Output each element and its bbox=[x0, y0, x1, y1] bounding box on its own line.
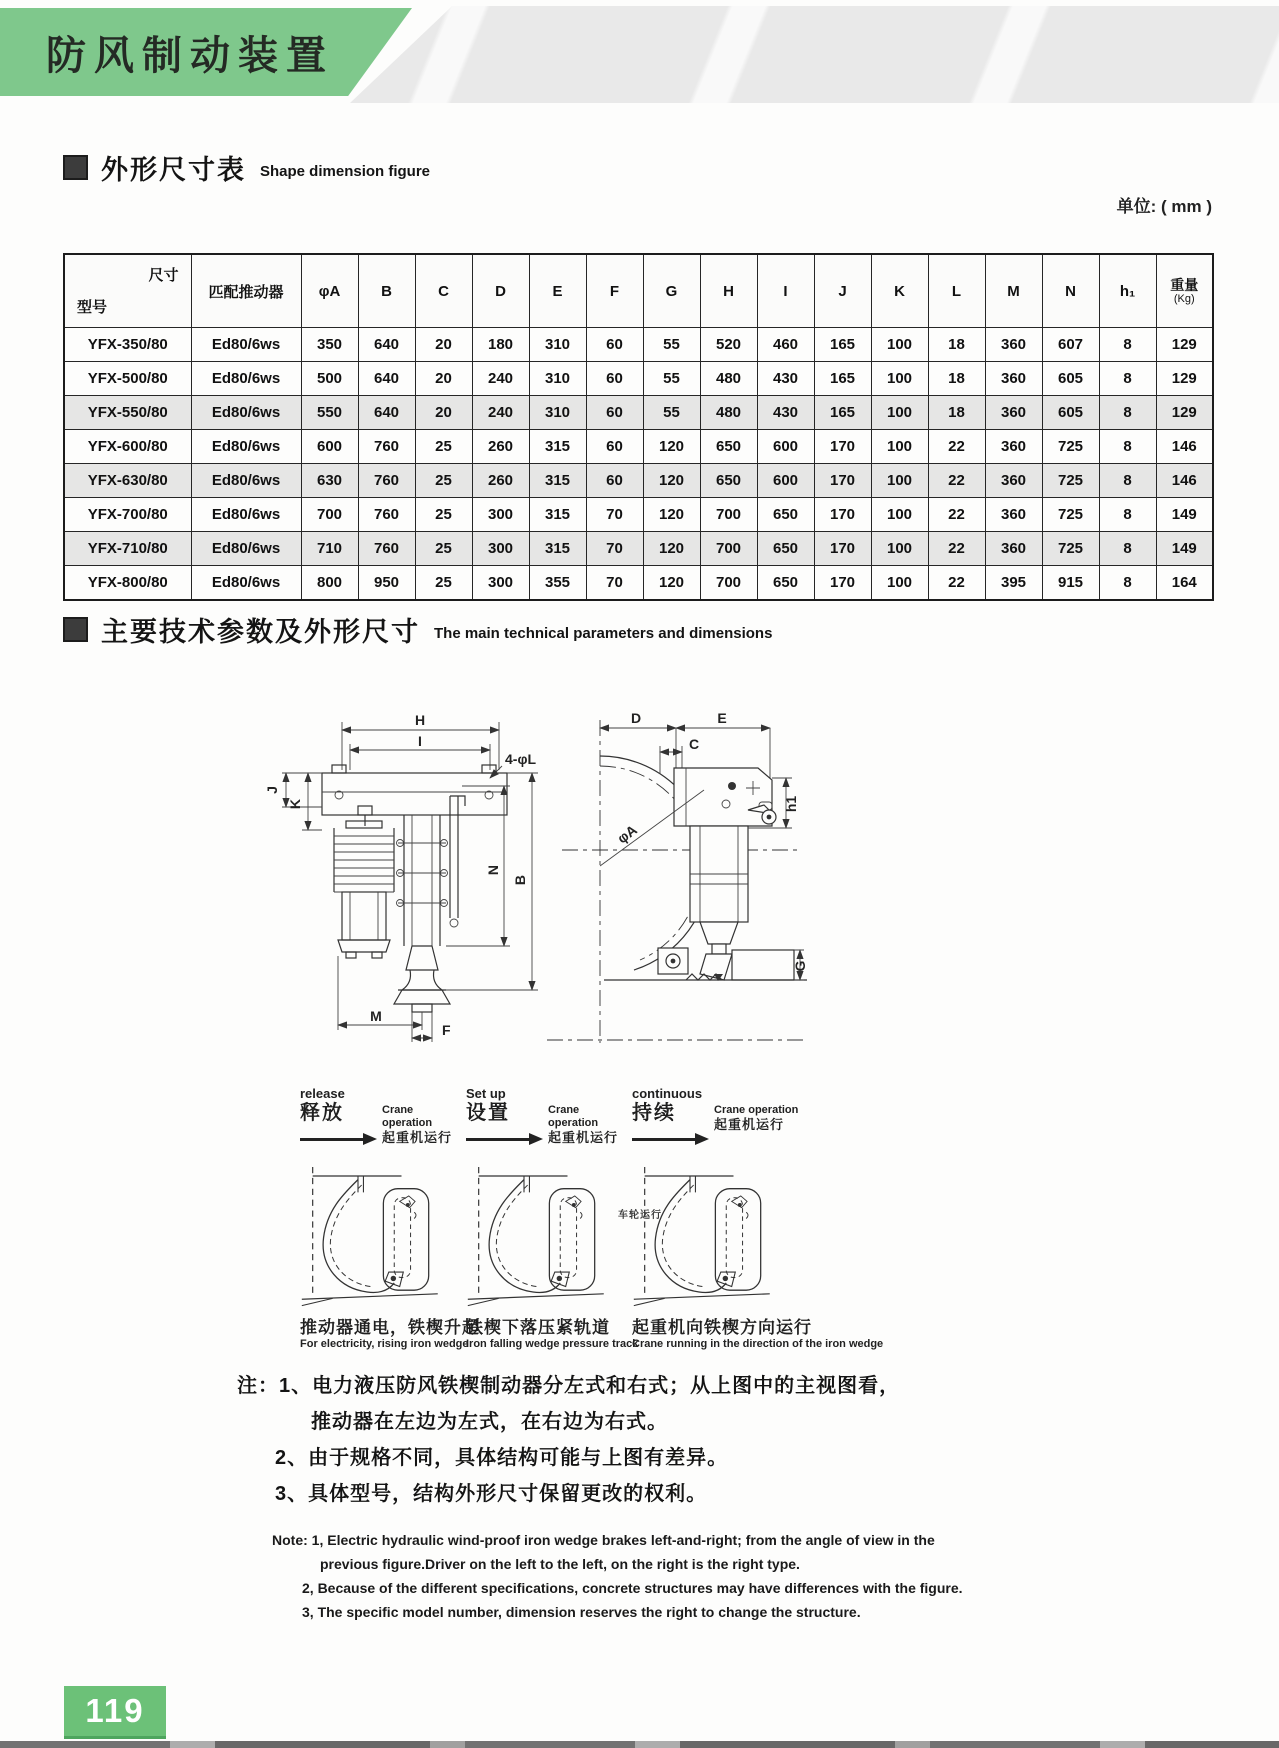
value-cell: 129 bbox=[1156, 362, 1213, 396]
value-cell: 725 bbox=[1042, 532, 1099, 566]
value-cell: 22 bbox=[928, 532, 985, 566]
thruster-cell: Ed80/6ws bbox=[191, 532, 301, 566]
corner-header-cell bbox=[64, 254, 191, 328]
page-header-band bbox=[0, 6, 1279, 106]
value-cell: 725 bbox=[1042, 464, 1099, 498]
value-cell: 260 bbox=[472, 430, 529, 464]
value-cell: 164 bbox=[1156, 566, 1213, 601]
header-gray-stripe bbox=[350, 6, 1279, 103]
model-cell: YFX-350/80 bbox=[64, 328, 191, 362]
state-diagram-release bbox=[300, 1086, 480, 1350]
value-cell: 360 bbox=[985, 498, 1042, 532]
table-row bbox=[64, 464, 1213, 498]
value-cell: 55 bbox=[643, 362, 700, 396]
operation-states bbox=[300, 1086, 884, 1350]
value-cell: 725 bbox=[1042, 430, 1099, 464]
model-cell: YFX-700/80 bbox=[64, 498, 191, 532]
section2-title-zh: 主要技术参数及外形尺寸 bbox=[101, 617, 420, 647]
value-cell: 350 bbox=[301, 328, 358, 362]
value-cell: 20 bbox=[415, 396, 472, 430]
value-cell: 460 bbox=[757, 328, 814, 362]
thruster-cell: Ed80/6ws bbox=[191, 362, 301, 396]
value-cell: 149 bbox=[1156, 498, 1213, 532]
value-cell: 8 bbox=[1099, 362, 1156, 396]
thruster-cell: Ed80/6ws bbox=[191, 498, 301, 532]
note-line: previous figure.Driver on the left to the left, on the right is the right type. bbox=[320, 1556, 800, 1572]
crane-operation-label bbox=[382, 1104, 460, 1145]
crane-label-zh: 起重机运行 bbox=[548, 1130, 619, 1145]
state-label-en: continuous bbox=[632, 1086, 703, 1101]
value-cell: 100 bbox=[871, 396, 928, 430]
value-cell: 600 bbox=[301, 430, 358, 464]
dim-label-h1: h1 bbox=[783, 795, 799, 813]
dim-label-N: N bbox=[485, 864, 501, 876]
value-cell: 700 bbox=[700, 532, 757, 566]
table-row bbox=[64, 566, 1213, 601]
table-row bbox=[64, 498, 1213, 532]
value-cell: 100 bbox=[871, 362, 928, 396]
value-cell: 170 bbox=[814, 498, 871, 532]
value-cell: 165 bbox=[814, 396, 871, 430]
value-cell: 520 bbox=[700, 328, 757, 362]
direction-arrow-icon bbox=[300, 1138, 364, 1141]
dim-header-cell: B bbox=[358, 254, 415, 328]
value-cell: 310 bbox=[529, 362, 586, 396]
value-cell: 355 bbox=[529, 566, 586, 601]
weight-label-unit: (Kg) bbox=[1173, 292, 1195, 305]
state-label-en: Set up bbox=[466, 1086, 506, 1101]
value-cell: 605 bbox=[1042, 362, 1099, 396]
value-cell: 8 bbox=[1099, 328, 1156, 362]
value-cell: 100 bbox=[871, 532, 928, 566]
corner-label-size: 尺寸 bbox=[148, 267, 179, 284]
value-cell: 120 bbox=[643, 532, 700, 566]
value-cell: 8 bbox=[1099, 532, 1156, 566]
value-cell: 60 bbox=[586, 396, 643, 430]
value-cell: 315 bbox=[529, 464, 586, 498]
value-cell: 170 bbox=[814, 532, 871, 566]
note-line: 3、具体型号，结构外形尺寸保留更改的权利。 bbox=[275, 1483, 708, 1505]
value-cell: 129 bbox=[1156, 396, 1213, 430]
section2-title-en: The main technical parameters and dimensions bbox=[434, 625, 773, 642]
value-cell: 120 bbox=[643, 566, 700, 601]
unit-label: 单位: ( mm ) bbox=[1116, 197, 1212, 216]
dim-label-E: E bbox=[717, 710, 727, 726]
value-cell: 607 bbox=[1042, 328, 1099, 362]
crane-label-zh: 起重机运行 bbox=[714, 1117, 785, 1132]
model-cell: YFX-550/80 bbox=[64, 396, 191, 430]
value-cell: 605 bbox=[1042, 396, 1099, 430]
value-cell: 300 bbox=[472, 532, 529, 566]
value-cell: 25 bbox=[415, 464, 472, 498]
value-cell: 310 bbox=[529, 328, 586, 362]
value-cell: 315 bbox=[529, 498, 586, 532]
value-cell: 360 bbox=[985, 464, 1042, 498]
thruster-cell: Ed80/6ws bbox=[191, 430, 301, 464]
value-cell: 950 bbox=[358, 566, 415, 601]
value-cell: 550 bbox=[301, 396, 358, 430]
dim-header-cell: N bbox=[1042, 254, 1099, 328]
value-cell: 360 bbox=[985, 328, 1042, 362]
value-cell: 25 bbox=[415, 430, 472, 464]
weight-header-cell bbox=[1156, 254, 1213, 328]
value-cell: 8 bbox=[1099, 498, 1156, 532]
value-cell: 170 bbox=[814, 464, 871, 498]
value-cell: 120 bbox=[643, 498, 700, 532]
value-cell: 315 bbox=[529, 532, 586, 566]
value-cell: 170 bbox=[814, 430, 871, 464]
crane-label-en: Crane operation bbox=[714, 1104, 799, 1116]
state-caption-zh: 推动器通电，铁楔升起 bbox=[300, 1318, 480, 1337]
note-line: 推动器在左边为左式，在右边为右式。 bbox=[311, 1411, 668, 1433]
note-line: 注：1、电力液压防风铁楔制动器分左式和右式；从上图中的主视图看， bbox=[237, 1375, 901, 1397]
technical-drawing bbox=[262, 678, 807, 1068]
value-cell: 600 bbox=[757, 464, 814, 498]
value-cell: 650 bbox=[700, 430, 757, 464]
value-cell: 18 bbox=[928, 362, 985, 396]
value-cell: 120 bbox=[643, 464, 700, 498]
value-cell: 25 bbox=[415, 566, 472, 601]
dim-label-phiA: φA bbox=[614, 821, 640, 847]
state-caption-en: Iron falling wedge pressure track bbox=[466, 1338, 639, 1350]
value-cell: 710 bbox=[301, 532, 358, 566]
value-cell: 360 bbox=[985, 396, 1042, 430]
dim-header-cell: C bbox=[415, 254, 472, 328]
state-diagram-setup bbox=[466, 1086, 639, 1350]
value-cell: 149 bbox=[1156, 532, 1213, 566]
crane-operation-label bbox=[714, 1104, 798, 1132]
value-cell: 650 bbox=[757, 532, 814, 566]
value-cell: 55 bbox=[643, 328, 700, 362]
thruster-cell: Ed80/6ws bbox=[191, 328, 301, 362]
state-label-zh: 设置 bbox=[466, 1102, 510, 1124]
crane-operation-label bbox=[548, 1104, 626, 1145]
value-cell: 60 bbox=[586, 328, 643, 362]
table-row bbox=[64, 396, 1213, 430]
thruster-header-cell: 匹配推动器 bbox=[191, 254, 301, 328]
dim-header-cell: E bbox=[529, 254, 586, 328]
value-cell: 60 bbox=[586, 464, 643, 498]
dim-label-bolt: 4-φL bbox=[505, 751, 537, 767]
dim-label-G: G bbox=[792, 960, 808, 972]
page-number-badge: 119 bbox=[64, 1686, 166, 1739]
value-cell: 120 bbox=[643, 430, 700, 464]
state-label-zh: 持续 bbox=[632, 1102, 676, 1124]
section1-title-zh: 外形尺寸表 bbox=[101, 155, 246, 185]
state-label-en: release bbox=[300, 1086, 345, 1101]
dim-header-cell: H bbox=[700, 254, 757, 328]
direction-arrow-icon bbox=[466, 1138, 530, 1141]
state-caption-en: For electricity, rising iron wedge bbox=[300, 1338, 469, 1350]
value-cell: 800 bbox=[301, 566, 358, 601]
section-square-icon bbox=[63, 617, 88, 642]
table-row bbox=[64, 532, 1213, 566]
page-title: 防风制动装置 bbox=[46, 34, 334, 78]
state-label-zh: 释放 bbox=[300, 1102, 344, 1124]
section-square-icon bbox=[63, 155, 88, 180]
value-cell: 300 bbox=[472, 498, 529, 532]
value-cell: 315 bbox=[529, 430, 586, 464]
value-cell: 430 bbox=[757, 396, 814, 430]
value-cell: 8 bbox=[1099, 464, 1156, 498]
value-cell: 650 bbox=[700, 464, 757, 498]
note-line: 2、由于规格不同，具体结构可能与上图有差异。 bbox=[275, 1447, 729, 1469]
value-cell: 360 bbox=[985, 430, 1042, 464]
table-row bbox=[64, 328, 1213, 362]
dim-label-D: D bbox=[630, 710, 642, 726]
value-cell: 22 bbox=[928, 566, 985, 601]
state-caption-zh: 铁楔下落压紧轨道 bbox=[466, 1318, 610, 1337]
corner-label-model: 型号 bbox=[77, 299, 108, 316]
dim-label-B: B bbox=[512, 874, 528, 886]
value-cell: 700 bbox=[301, 498, 358, 532]
value-cell: 700 bbox=[700, 498, 757, 532]
thruster-cell: Ed80/6ws bbox=[191, 396, 301, 430]
table-header-row bbox=[64, 254, 1213, 328]
value-cell: 165 bbox=[814, 328, 871, 362]
notes-english bbox=[272, 1528, 963, 1624]
value-cell: 760 bbox=[358, 532, 415, 566]
value-cell: 725 bbox=[1042, 498, 1099, 532]
dim-label-H: H bbox=[414, 712, 426, 728]
dim-label-I: I bbox=[418, 733, 422, 749]
dim-label-M: M bbox=[370, 1008, 382, 1024]
note-line: Note: 1, Electric hydraulic wind-proof iron wedge brakes left-and-right; from the angle of view in the bbox=[272, 1532, 935, 1548]
value-cell: 25 bbox=[415, 498, 472, 532]
value-cell: 25 bbox=[415, 532, 472, 566]
dim-header-cell: I bbox=[757, 254, 814, 328]
thruster-cell: Ed80/6ws bbox=[191, 464, 301, 498]
value-cell: 100 bbox=[871, 328, 928, 362]
value-cell: 760 bbox=[358, 430, 415, 464]
value-cell: 170 bbox=[814, 566, 871, 601]
value-cell: 180 bbox=[472, 328, 529, 362]
value-cell: 480 bbox=[700, 362, 757, 396]
dim-header-cell: K bbox=[871, 254, 928, 328]
value-cell: 18 bbox=[928, 396, 985, 430]
dim-header-cell: M bbox=[985, 254, 1042, 328]
dim-header-cell: L bbox=[928, 254, 985, 328]
value-cell: 600 bbox=[757, 430, 814, 464]
value-cell: 18 bbox=[928, 328, 985, 362]
value-cell: 55 bbox=[643, 396, 700, 430]
value-cell: 915 bbox=[1042, 566, 1099, 601]
value-cell: 8 bbox=[1099, 396, 1156, 430]
value-cell: 760 bbox=[358, 498, 415, 532]
model-cell: YFX-600/80 bbox=[64, 430, 191, 464]
value-cell: 70 bbox=[586, 566, 643, 601]
value-cell: 500 bbox=[301, 362, 358, 396]
value-cell: 22 bbox=[928, 430, 985, 464]
dim-label-C: C bbox=[689, 736, 700, 752]
value-cell: 480 bbox=[700, 396, 757, 430]
value-cell: 60 bbox=[586, 430, 643, 464]
page-bottom-edge bbox=[0, 1741, 1279, 1748]
value-cell: 640 bbox=[358, 396, 415, 430]
model-cell: YFX-710/80 bbox=[64, 532, 191, 566]
value-cell: 760 bbox=[358, 464, 415, 498]
value-cell: 700 bbox=[700, 566, 757, 601]
value-cell: 100 bbox=[871, 430, 928, 464]
state-figure bbox=[466, 1159, 611, 1309]
value-cell: 70 bbox=[586, 532, 643, 566]
dim-header-cell: φA bbox=[301, 254, 358, 328]
value-cell: 430 bbox=[757, 362, 814, 396]
value-cell: 20 bbox=[415, 362, 472, 396]
value-cell: 240 bbox=[472, 362, 529, 396]
table-row bbox=[64, 362, 1213, 396]
model-cell: YFX-800/80 bbox=[64, 566, 191, 601]
dim-header-cell: J bbox=[814, 254, 871, 328]
value-cell: 100 bbox=[871, 464, 928, 498]
value-cell: 260 bbox=[472, 464, 529, 498]
note-line: 3, The specific model number, dimension reserves the right to change the structure. bbox=[302, 1604, 861, 1620]
value-cell: 22 bbox=[928, 464, 985, 498]
value-cell: 146 bbox=[1156, 464, 1213, 498]
dim-label-K: K bbox=[287, 798, 303, 810]
thruster-cell: Ed80/6ws bbox=[191, 566, 301, 601]
value-cell: 60 bbox=[586, 362, 643, 396]
section1-title bbox=[63, 148, 430, 187]
value-cell: 146 bbox=[1156, 430, 1213, 464]
note-line: 2, Because of the different specifications, concrete structures may have differences with the figure. bbox=[302, 1580, 963, 1596]
value-cell: 300 bbox=[472, 566, 529, 601]
value-cell: 650 bbox=[757, 566, 814, 601]
dim-header-cell: h₁ bbox=[1099, 254, 1156, 328]
dimension-table bbox=[63, 253, 1214, 601]
model-cell: YFX-630/80 bbox=[64, 464, 191, 498]
dim-label-F: F bbox=[442, 1022, 451, 1038]
state-caption-en: Crane running in the direction of the iron wedge bbox=[632, 1338, 884, 1350]
weight-label-zh: 重量 bbox=[1170, 276, 1199, 293]
section1-title-en: Shape dimension figure bbox=[260, 163, 431, 180]
dim-header-cell: G bbox=[643, 254, 700, 328]
state-diagram-continuous bbox=[618, 1086, 884, 1350]
wheel-running-label: 车轮运行 bbox=[618, 1210, 662, 1221]
direction-arrow-icon bbox=[632, 1138, 696, 1141]
section2-title bbox=[63, 610, 772, 649]
value-cell: 20 bbox=[415, 328, 472, 362]
crane-label-zh: 起重机运行 bbox=[382, 1130, 453, 1145]
value-cell: 310 bbox=[529, 396, 586, 430]
state-figure bbox=[632, 1159, 777, 1309]
dim-header-cell: F bbox=[586, 254, 643, 328]
value-cell: 22 bbox=[928, 498, 985, 532]
model-cell: YFX-500/80 bbox=[64, 362, 191, 396]
value-cell: 129 bbox=[1156, 328, 1213, 362]
table-row bbox=[64, 430, 1213, 464]
value-cell: 640 bbox=[358, 362, 415, 396]
value-cell: 240 bbox=[472, 396, 529, 430]
value-cell: 8 bbox=[1099, 566, 1156, 601]
value-cell: 630 bbox=[301, 464, 358, 498]
crane-label-en: Crane operation bbox=[382, 1104, 433, 1129]
dim-header-cell: D bbox=[472, 254, 529, 328]
value-cell: 640 bbox=[358, 328, 415, 362]
value-cell: 70 bbox=[586, 498, 643, 532]
state-caption-zh: 起重机向铁楔方向运行 bbox=[632, 1318, 812, 1337]
dim-label-J: J bbox=[264, 786, 280, 794]
value-cell: 650 bbox=[757, 498, 814, 532]
value-cell: 100 bbox=[871, 498, 928, 532]
crane-label-en: Crane operation bbox=[548, 1104, 599, 1129]
state-figure bbox=[300, 1159, 445, 1309]
value-cell: 8 bbox=[1099, 430, 1156, 464]
value-cell: 360 bbox=[985, 532, 1042, 566]
value-cell: 100 bbox=[871, 566, 928, 601]
value-cell: 360 bbox=[985, 362, 1042, 396]
notes-chinese bbox=[237, 1368, 900, 1512]
value-cell: 165 bbox=[814, 362, 871, 396]
value-cell: 395 bbox=[985, 566, 1042, 601]
